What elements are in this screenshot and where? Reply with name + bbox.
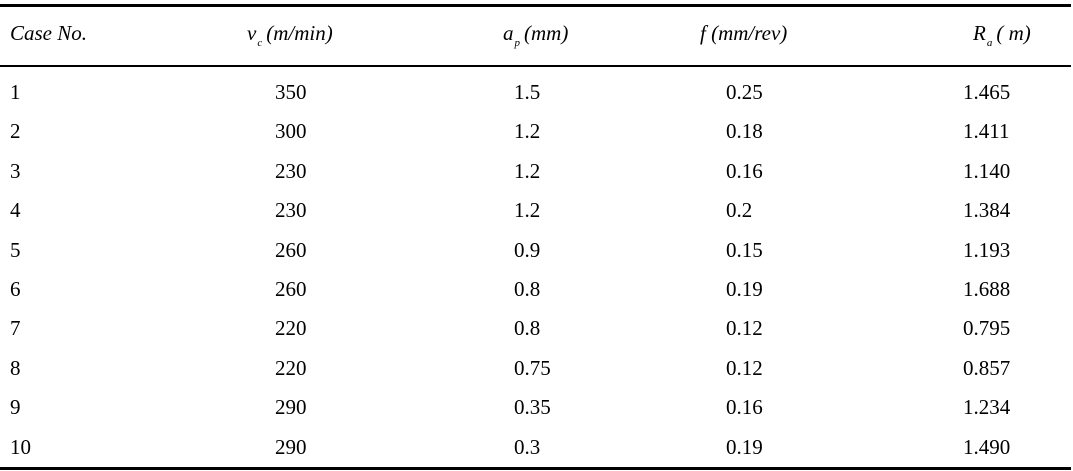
cell-feed-rate: 0.25 bbox=[726, 80, 763, 104]
cell-feed-rate: 0.15 bbox=[726, 237, 763, 262]
cell-feed-rate: 0.12 bbox=[726, 316, 763, 341]
cell-case-no: 4 bbox=[10, 198, 21, 223]
table-row bbox=[0, 428, 1071, 467]
cell-cutting-speed: 220 bbox=[275, 316, 307, 341]
header-cutting-speed-symbol: v bbox=[247, 21, 257, 45]
cell-cutting-speed: 230 bbox=[275, 198, 307, 223]
table-row bbox=[0, 191, 1071, 230]
cell-cutting-speed: 290 bbox=[275, 395, 307, 420]
cell-surface-roughness: 1.193 bbox=[963, 237, 1011, 262]
cell-depth-of-cut: 1.2 bbox=[514, 198, 541, 223]
cell-cutting-speed: 300 bbox=[275, 119, 307, 144]
cell-cutting-speed: 230 bbox=[275, 158, 307, 183]
cell-depth-of-cut: 0.8 bbox=[514, 276, 541, 301]
cell-surface-roughness: 1.465 bbox=[963, 80, 1011, 104]
header-cutting-speed-unit: (m/min) bbox=[266, 21, 333, 45]
table-row bbox=[0, 231, 1071, 270]
header-case-no-label: Case No. bbox=[10, 21, 88, 45]
cell-case-no: 6 bbox=[10, 276, 21, 301]
cell-depth-of-cut: 1.2 bbox=[514, 158, 541, 183]
cell-feed-rate: 0.12 bbox=[726, 355, 763, 380]
cell-case-no: 1 bbox=[10, 80, 21, 104]
cell-depth-of-cut: 0.3 bbox=[514, 434, 541, 459]
cell-case-no: 7 bbox=[10, 316, 21, 341]
header-depth-of-cut bbox=[503, 21, 568, 49]
table-row bbox=[0, 152, 1071, 191]
cell-surface-roughness: 1.490 bbox=[963, 434, 1011, 459]
cell-depth-of-cut: 0.75 bbox=[514, 355, 551, 380]
header-surface-roughness-subscript: a bbox=[986, 37, 993, 49]
header-case-no bbox=[10, 21, 87, 46]
header-feed-rate-label: f (mm/rev) bbox=[700, 21, 788, 45]
header-feed-rate bbox=[700, 21, 787, 46]
cell-case-no: 3 bbox=[10, 158, 21, 183]
cell-surface-roughness: 1.411 bbox=[963, 119, 1010, 144]
cell-case-no: 8 bbox=[10, 355, 21, 380]
cell-depth-of-cut: 0.9 bbox=[514, 237, 541, 262]
header-depth-of-cut-symbol: a bbox=[503, 21, 514, 45]
cell-surface-roughness: 0.857 bbox=[963, 355, 1011, 380]
table-row bbox=[0, 349, 1071, 388]
header-surface-roughness-symbol: R bbox=[973, 21, 986, 45]
cell-feed-rate: 0.16 bbox=[726, 158, 763, 183]
cell-depth-of-cut: 0.8 bbox=[514, 316, 541, 341]
header-depth-of-cut-unit: (mm) bbox=[524, 21, 569, 45]
table-row bbox=[0, 388, 1071, 427]
cell-surface-roughness: 1.384 bbox=[963, 198, 1011, 223]
cell-feed-rate: 0.19 bbox=[726, 434, 763, 459]
cell-cutting-speed: 290 bbox=[275, 434, 307, 459]
cell-case-no: 10 bbox=[10, 434, 31, 459]
cell-cutting-speed: 260 bbox=[275, 237, 307, 262]
cell-surface-roughness: 1.688 bbox=[963, 276, 1011, 301]
cell-case-no: 5 bbox=[10, 237, 21, 262]
table-row bbox=[0, 112, 1071, 151]
table-row bbox=[0, 73, 1071, 112]
data-table bbox=[0, 4, 1071, 470]
cell-feed-rate: 0.2 bbox=[726, 198, 753, 223]
table-row bbox=[0, 309, 1071, 348]
cell-feed-rate: 0.18 bbox=[726, 119, 763, 144]
header-depth-of-cut-subscript: p bbox=[514, 37, 520, 49]
header-surface-roughness bbox=[973, 21, 1031, 49]
cell-case-no: 9 bbox=[10, 395, 21, 420]
cell-surface-roughness: 1.140 bbox=[963, 158, 1011, 183]
header-cutting-speed bbox=[247, 21, 333, 49]
table-header-row bbox=[0, 7, 1071, 65]
header-cutting-speed-subscript: c bbox=[257, 37, 263, 49]
cell-feed-rate: 0.19 bbox=[726, 276, 763, 301]
table-body bbox=[0, 67, 1071, 467]
cell-depth-of-cut: 1.2 bbox=[514, 119, 541, 144]
cell-surface-roughness: 0.795 bbox=[963, 316, 1011, 341]
cell-depth-of-cut: 1.5 bbox=[514, 80, 541, 104]
cell-surface-roughness: 1.234 bbox=[963, 395, 1011, 420]
table-bottom-rule bbox=[0, 467, 1071, 470]
cell-cutting-speed: 220 bbox=[275, 355, 307, 380]
cell-feed-rate: 0.16 bbox=[726, 395, 763, 420]
cell-case-no: 2 bbox=[10, 119, 21, 144]
cell-cutting-speed: 260 bbox=[275, 276, 307, 301]
table-row bbox=[0, 270, 1071, 309]
cell-depth-of-cut: 0.35 bbox=[514, 395, 551, 420]
header-surface-roughness-unit: ( m) bbox=[996, 21, 1031, 45]
cell-cutting-speed: 350 bbox=[275, 80, 307, 104]
